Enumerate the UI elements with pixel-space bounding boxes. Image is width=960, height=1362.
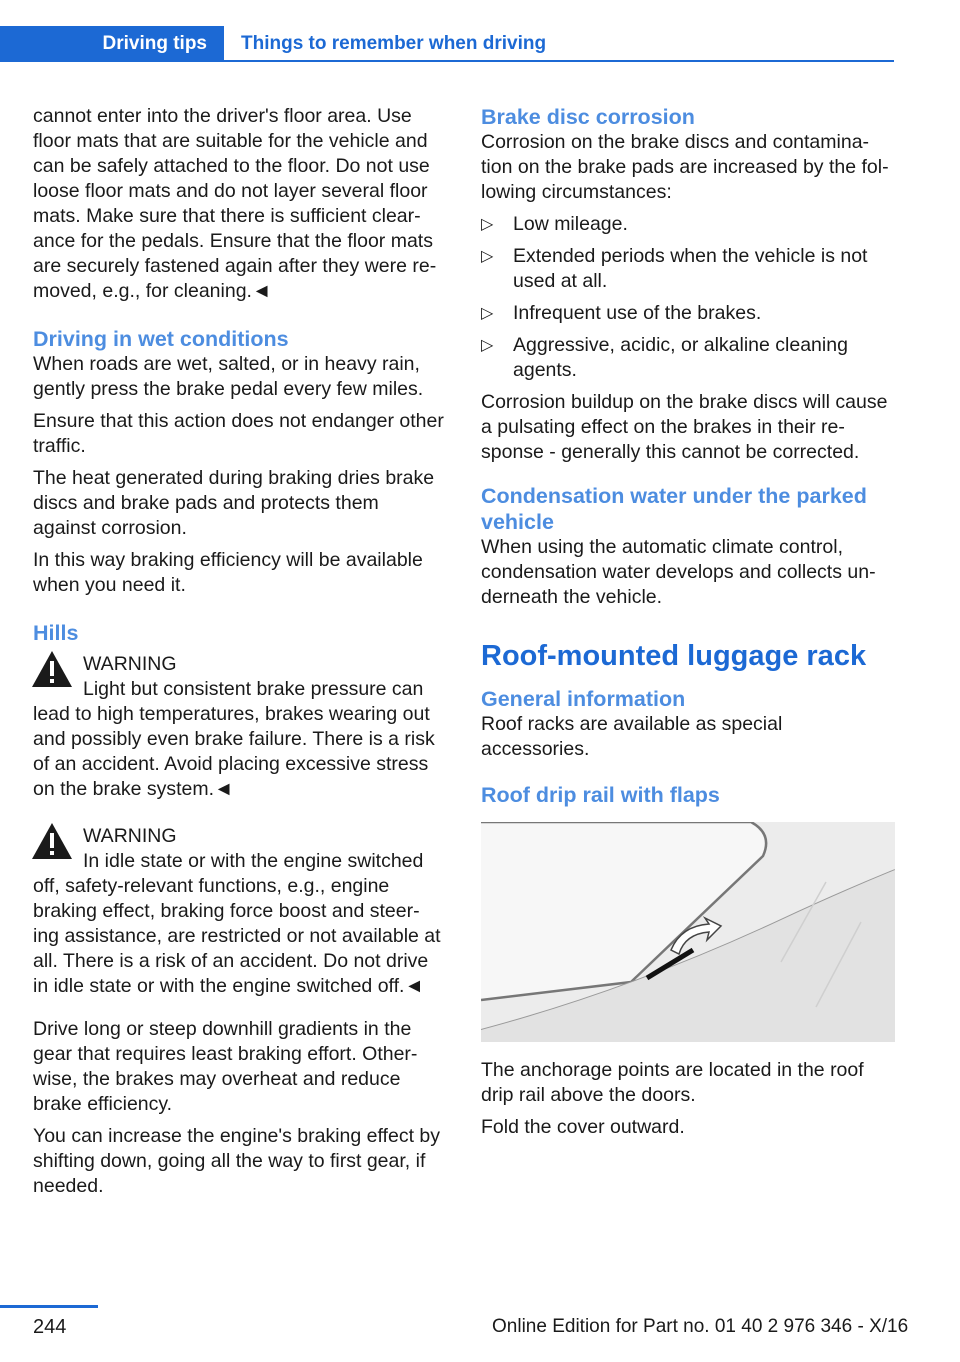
wet-paragraph-3: The heat generated during braking dries brake discs and brake pads and protects them against corrosion. [33, 467, 435, 539]
drip-paragraph-1: The anchorage points are located in the roof drip rail above the doors. [481, 1059, 864, 1106]
warning-title: WARNING [83, 825, 177, 847]
general-paragraph: Roof racks are available as special accessories. [481, 713, 783, 760]
wet-paragraph-4: In this way braking efficiency will be available when you need it. [33, 549, 423, 596]
list-item: ▷ Extended periods when the vehicle is not used at all. [481, 245, 868, 292]
warning-text: In idle state or with the engine switched off, safety-relevant functions, e.g., engine braking effect, braking force boost and steer-ing assistance, are restricted or not available at all. There is a risk of an accident. Do not drive in idle state or with the engine switched off.◄ [33, 850, 441, 997]
warning-text: Light but consistent brake pressure can lead to high temperatures, brakes wearing out and possibly even brake failure. There is a risk of an accident. Avoid placing excessive stress on the brake system.◄ [33, 678, 435, 800]
drip-rail-heading: Roof drip rail with flaps [481, 783, 720, 807]
list-item: ▷ Infrequent use of the brakes. [481, 302, 762, 324]
wet-paragraph-2: Ensure that this action does not endanger other traffic. [33, 410, 444, 457]
wet-paragraph-1: When roads are wet, salted, or in heavy rain, gently press the brake pedal every few miles. [33, 353, 424, 400]
left-column [33, 104, 445, 1206]
warning-block-1 [33, 652, 445, 802]
edition-label: Online Edition for Part no. 01 40 2 976 346 - X/16 [492, 1316, 909, 1337]
bullet-triangle-icon: ▷ [481, 305, 494, 322]
condensation-heading: Condensation water under the parked vehicle [481, 484, 867, 534]
bullet-triangle-icon: ▷ [481, 248, 494, 265]
hills-paragraph-1: Drive long or steep downhill gradients in the gear that requires least braking effort. Other-wise, the brakes may overheat and reduce brake efficiency. [33, 1018, 418, 1115]
warning-triangle-icon [31, 650, 73, 688]
condensation-paragraph: When using the automatic climate control, condensation water develops and collects un-derneath the vehicle. [481, 536, 876, 608]
list-item: ▷ Low mileage. [481, 213, 628, 235]
warning-triangle-icon [31, 822, 73, 860]
chapter-tab[interactable]: Driving tips [0, 26, 224, 62]
drip-paragraph-2: Fold the cover outward. [481, 1116, 685, 1138]
general-information-heading: General information [481, 687, 686, 711]
page-header [0, 26, 894, 62]
warning-block-2 [33, 824, 445, 999]
bullet-triangle-icon: ▷ [481, 337, 494, 354]
list-item: ▷ Aggressive, acidic, or alkaline cleaning agents. [481, 334, 848, 381]
hills-heading: Hills [33, 621, 79, 645]
warning-title: WARNING [83, 653, 177, 675]
roof-drip-rail-illustration [481, 822, 895, 1042]
corrosion-paragraph-2: Corrosion buildup on the brake discs will cause a pulsating effect on the brakes in their re-sponse - generally this cannot be corrected. [481, 391, 888, 463]
section-title[interactable]: Things to remember when driving [241, 33, 547, 54]
brake-corrosion-heading: Brake disc corrosion [481, 105, 695, 129]
corrosion-list [481, 212, 895, 383]
page-number: 244 [33, 1316, 67, 1338]
header-rule [224, 60, 894, 62]
luggage-rack-heading: Roof-mounted luggage rack [481, 640, 867, 672]
right-column [481, 104, 895, 1147]
hills-paragraph-2: You can increase the engine's braking effect by shifting down, going all the way to first gear, if needed. [33, 1125, 441, 1197]
wet-conditions-heading: Driving in wet conditions [33, 327, 289, 351]
roof-drip-rail-image [481, 822, 895, 1042]
footer-rule [0, 1305, 98, 1308]
bullet-triangle-icon: ▷ [481, 216, 494, 233]
corrosion-paragraph-1: Corrosion on the brake discs and contamina-tion on the brake pads are increased by the fol-lowing circumstances: [481, 131, 889, 203]
intro-paragraph: cannot enter into the driver's floor area. Use floor mats that are suitable for the vehicle and can be safely attached to the floor. Do not use loose floor mats and do not layer several floor mats. Make sure that there is sufficient clear-ance for the pedals. Ensure that the floor mats are securely fastened again after they were re-moved, e.g., for cleaning.◄ [33, 105, 437, 302]
